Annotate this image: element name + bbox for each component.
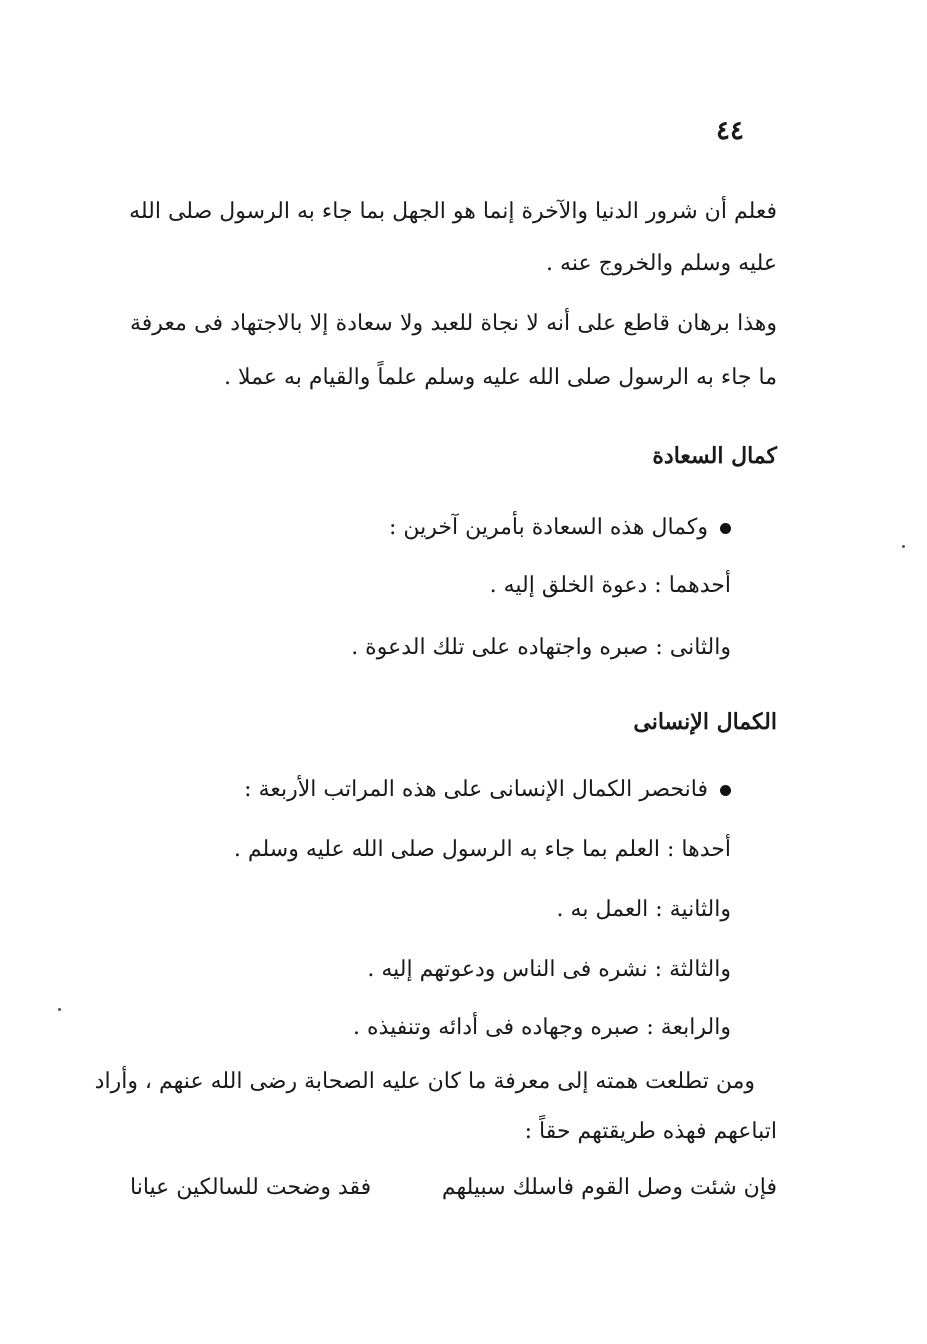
- section1-intro-text: وكمال هذه السعادة بأمرين آخرين :: [389, 515, 708, 540]
- paragraph1-line1: فعلم أن شرور الدنيا والآخرة إنما هو الجهل بما جاء به الرسول صلى الله: [129, 199, 777, 224]
- poetry-verse: [130, 1172, 777, 1206]
- section-heading-happiness: كمال السعادة: [652, 443, 777, 469]
- paragraph3-line1: ومن تطلعت همته إلى معرفة ما كان عليه الصحابة رضى الله عنهم ، وأراد: [94, 1069, 755, 1094]
- scan-speck: [58, 1008, 61, 1011]
- bullet-icon: [720, 523, 731, 534]
- section1-item2: والثانى : صبره واجتهاده على تلك الدعوة .: [351, 635, 731, 660]
- scan-speck: [902, 545, 905, 548]
- section2-intro: [244, 774, 731, 806]
- section2-intro-text: فانحصر الكمال الإنسانى على هذه المراتب الأربعة :: [244, 777, 708, 802]
- paragraph1-line2: عليه وسلم والخروج عنه .: [546, 251, 777, 276]
- section2-item2: والثانية : العمل به .: [556, 897, 731, 922]
- bullet-icon: [720, 785, 731, 796]
- section2-item3: والثالثة : نشره فى الناس ودعوتهم إليه .: [367, 957, 731, 982]
- paragraph2-line1: وهذا برهان قاطع على أنه لا نجاة للعبد ولا سعادة إلا بالاجتهاد فى معرفة: [130, 311, 777, 336]
- verse-second-hemistich: فقد وضحت للسالكين عيانا: [130, 1175, 372, 1200]
- section1-intro: [389, 512, 731, 544]
- paragraph2-line2: ما جاء به الرسول صلى الله عليه وسلم علماً والقيام به عملا .: [224, 365, 777, 390]
- verse-first-hemistich: فإن شئت وصل القوم فاسلك سبيلهم: [441, 1175, 777, 1200]
- section1-item1: أحدهما : دعوة الخلق إليه .: [489, 573, 731, 598]
- page-number: ٤٤: [716, 116, 744, 146]
- section2-item1: أحدها : العلم بما جاء به الرسول صلى الله عليه وسلم .: [233, 837, 731, 862]
- section-heading-human-perfection: الكمال الإنسانى: [633, 709, 777, 735]
- paragraph3-line2: اتباعهم فهذه طريقتهم حقاً :: [524, 1119, 777, 1144]
- section2-item4: والرابعة : صبره وجهاده فى أدائه وتنفيذه .: [353, 1015, 731, 1040]
